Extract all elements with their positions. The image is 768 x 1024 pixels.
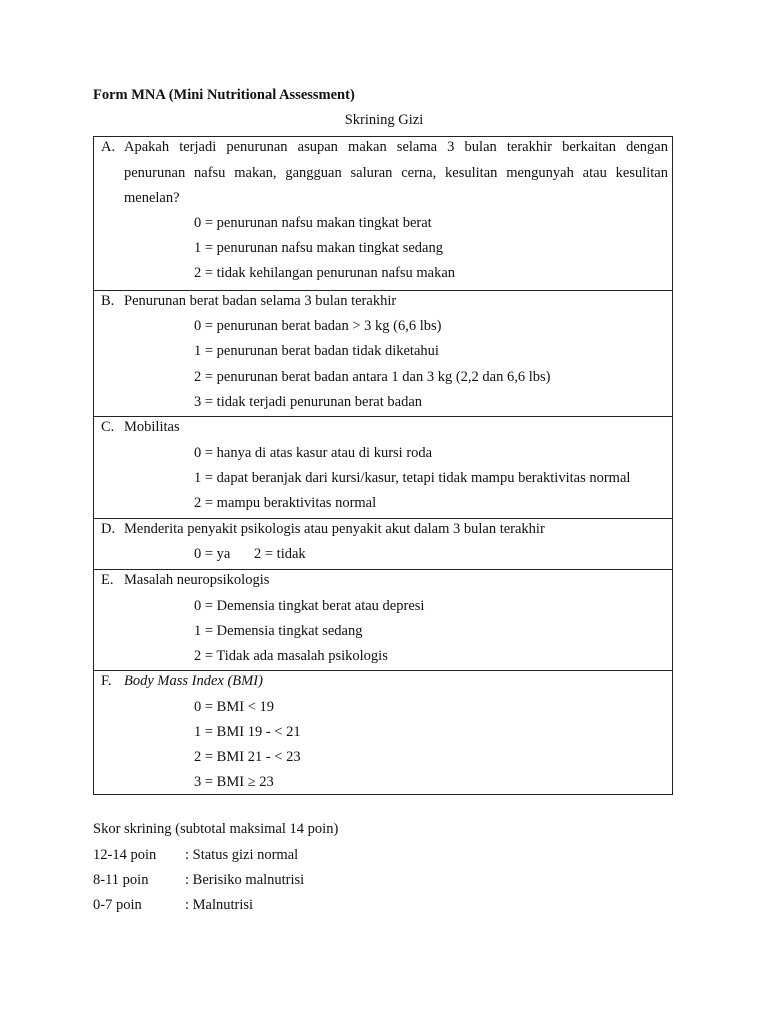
section-b-option: 2 = penurunan berat badan antara 1 dan 3 kg (2,2 dan 6,6 lbs): [194, 369, 551, 385]
section-b: [94, 290, 672, 417]
section-c-option: 0 = hanya di atas kasur atau di kursi roda: [194, 445, 433, 461]
section-f: [94, 670, 672, 795]
section-e-question: Masalah neuropsikologis: [124, 572, 270, 588]
section-f-option: 0 = BMI < 19: [194, 699, 274, 715]
section-e-letter: E.: [101, 572, 114, 588]
section-d-option-yes: 0 = ya: [194, 546, 231, 562]
section-b-option: 1 = penurunan berat badan tidak diketahui: [194, 343, 439, 359]
section-f-option: 2 = BMI 21 - < 23: [194, 749, 301, 765]
section-a: [94, 137, 672, 290]
scoring-range: 8-11 poin: [93, 872, 149, 888]
section-f-option: 3 = BMI ≥ 23: [194, 774, 274, 790]
section-b-option: 0 = penurunan berat badan > 3 kg (6,6 lbs): [194, 318, 442, 334]
section-a-option: 1 = penurunan nafsu makan tingkat sedang: [194, 240, 443, 256]
section-d-option-no: 2 = tidak: [254, 546, 306, 562]
section-d: [94, 518, 672, 570]
section-e-option: 0 = Demensia tingkat berat atau depresi: [194, 598, 425, 614]
section-e: [94, 569, 672, 671]
section-b-question: Penurunan berat badan selama 3 bulan terakhir: [124, 293, 397, 309]
section-a-question-line-2: penurunan nafsu makan, gangguan saluran cerna, kesulitan mengunyah atau kesulitan: [124, 165, 668, 181]
scoring-label: : Status gizi normal: [185, 847, 299, 863]
section-a-question-line-1: Apakah terjadi penurunan asupan makan selama 3 bulan terakhir berkaitan dengan: [124, 139, 668, 155]
section-c: [94, 416, 672, 519]
section-e-option: 1 = Demensia tingkat sedang: [194, 623, 363, 639]
section-e-option: 2 = Tidak ada masalah psikologis: [194, 648, 388, 664]
section-f-question: Body Mass Index (BMI): [124, 673, 263, 689]
section-c-question: Mobilitas: [124, 419, 180, 435]
section-c-option: 1 = dapat beranjak dari kursi/kasur, tetapi tidak mampu beraktivitas normal: [194, 470, 631, 486]
section-b-letter: B.: [101, 293, 115, 309]
section-c-option: 2 = mampu beraktivitas normal: [194, 495, 377, 511]
scoring-range: 12-14 poin: [93, 847, 157, 863]
section-a-option: 0 = penurunan nafsu makan tingkat berat: [194, 215, 432, 231]
section-f-option: 1 = BMI 19 - < 21: [194, 724, 301, 740]
document-title: Form MNA (Mini Nutritional Assessment): [93, 87, 355, 103]
section-a-option: 2 = tidak kehilangan penurunan nafsu makan: [194, 265, 456, 281]
screening-table: [93, 136, 673, 795]
scoring-label: : Malnutrisi: [185, 897, 254, 913]
section-b-option: 3 = tidak terjadi penurunan berat badan: [194, 394, 423, 410]
document-subtitle: Skrining Gizi: [344, 112, 424, 128]
section-c-letter: C.: [101, 419, 115, 435]
scoring-label: : Berisiko malnutrisi: [185, 872, 305, 888]
section-f-letter: F.: [101, 673, 112, 689]
scoring-heading: Skor skrining (subtotal maksimal 14 poin): [93, 821, 339, 837]
section-a-letter: A.: [101, 139, 116, 155]
section-d-letter: D.: [101, 521, 116, 537]
scoring-range: 0-7 poin: [93, 897, 142, 913]
section-d-question: Menderita penyakit psikologis atau penyakit akut dalam 3 bulan terakhir: [124, 521, 545, 537]
section-a-question-line-3: menelan?: [124, 190, 180, 206]
